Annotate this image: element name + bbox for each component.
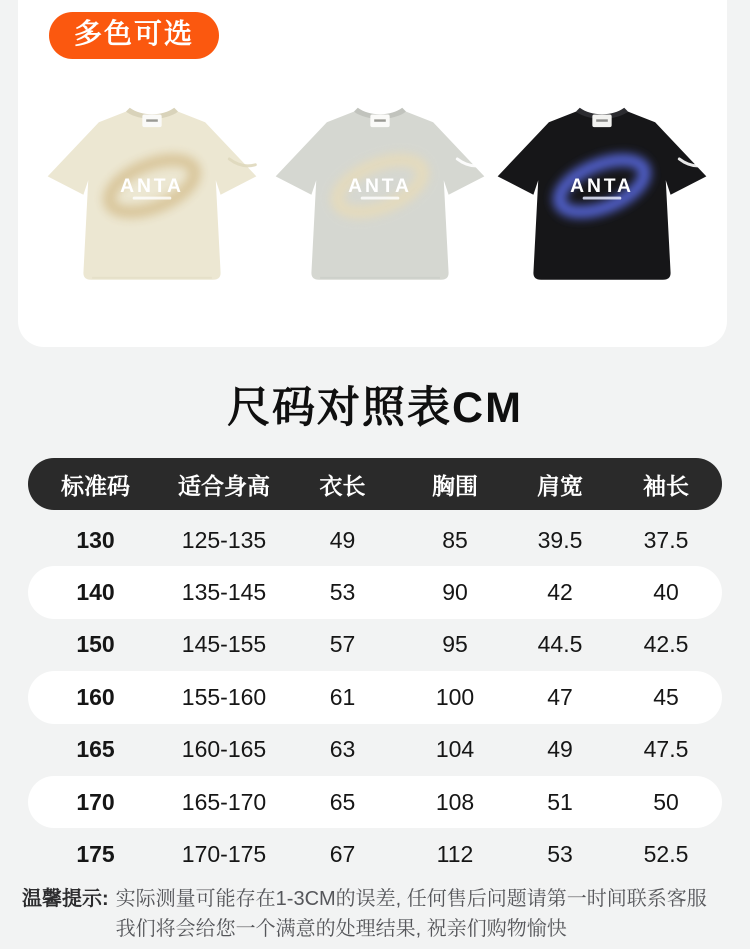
- cell-size: 160: [76, 683, 115, 710]
- product-image-card: [18, 0, 727, 347]
- cell-height: 165-170: [181, 788, 267, 815]
- cell-size: 150: [76, 631, 115, 658]
- warm-tip-line1: 实际测量可能存在1-3CM的误差, 任何售后问题请第一时间联系客服: [115, 888, 707, 910]
- cell-length: 65: [329, 788, 356, 815]
- cell-height: 155-160: [181, 683, 267, 710]
- anta-print-subtext: [583, 197, 622, 200]
- cell-size: 140: [76, 579, 115, 606]
- table-row: [28, 619, 722, 671]
- header-cell-height: 适合身高: [178, 472, 270, 499]
- header-cell-sleeve: 袖长: [643, 472, 689, 499]
- cell-sleeve: 52.5: [643, 841, 689, 868]
- cell-length: 53: [329, 579, 356, 606]
- size-table-body: [28, 514, 722, 881]
- cell-height: 135-145: [181, 579, 267, 606]
- cell-length: 67: [329, 841, 356, 868]
- cell-chest: 90: [442, 579, 468, 606]
- size-chart-title: 尺码对照表CM: [227, 384, 523, 432]
- warm-tip-note: [22, 884, 732, 944]
- cell-sleeve: 42.5: [643, 631, 689, 658]
- cell-shoulder: 42: [547, 579, 573, 606]
- neck-tag-print: [146, 119, 158, 121]
- warm-tip-line2: 我们将会给您一个满意的处理结果, 祝亲们购物愉快: [115, 918, 567, 940]
- cell-shoulder: 39.5: [537, 526, 583, 553]
- cell-shoulder: 47: [547, 683, 573, 710]
- cell-shoulder: 44.5: [537, 631, 583, 658]
- cell-size: 170: [76, 788, 115, 815]
- gray-tshirt-image: [266, 99, 494, 302]
- cell-chest: 100: [435, 683, 475, 710]
- header-cell-chest: 胸围: [432, 472, 478, 499]
- cell-sleeve: 50: [653, 788, 679, 815]
- cell-height: 170-175: [181, 841, 267, 868]
- table-row: [28, 566, 722, 618]
- header-cell-length: 衣长: [319, 472, 366, 499]
- anta-print-text: ANTA: [348, 175, 412, 197]
- warm-tip-label: 温馨提示:: [22, 888, 109, 910]
- black-tshirt-image: [488, 99, 716, 302]
- size-table-header: [28, 458, 722, 510]
- cell-chest: 108: [435, 788, 475, 815]
- cell-sleeve: 45: [653, 683, 679, 710]
- warm-tip-text: [116, 884, 707, 944]
- cell-chest: 112: [436, 841, 474, 868]
- neck-tag-print: [374, 119, 386, 121]
- table-row: [28, 828, 722, 880]
- cell-height: 125-135: [181, 526, 267, 553]
- anta-print-text: ANTA: [120, 175, 184, 197]
- cell-shoulder: 49: [547, 736, 573, 763]
- cell-length: 63: [329, 736, 356, 763]
- cell-shoulder: 53: [547, 841, 573, 868]
- anta-print-subtext: [133, 197, 172, 200]
- anta-print-subtext: [361, 197, 400, 200]
- header-cell-size: 标准码: [61, 472, 130, 499]
- cream-tshirt-image: [38, 99, 266, 302]
- cell-sleeve: 37.5: [643, 526, 689, 553]
- table-row: [28, 514, 722, 566]
- anta-print-text: ANTA: [570, 175, 634, 197]
- cell-size: 165: [76, 736, 115, 763]
- cell-length: 49: [329, 526, 356, 553]
- cell-length: 57: [329, 631, 356, 658]
- cell-chest: 104: [435, 736, 475, 763]
- cell-sleeve: 40: [653, 579, 679, 606]
- cell-chest: 95: [442, 631, 468, 658]
- cell-shoulder: 51: [547, 788, 573, 815]
- table-row: [28, 724, 722, 776]
- neck-tag-print: [596, 119, 608, 121]
- cell-size: 130: [76, 526, 115, 553]
- header-cell-shoulder: 肩宽: [537, 472, 583, 499]
- cell-chest: 85: [442, 526, 468, 553]
- cell-height: 145-155: [181, 631, 267, 658]
- cell-size: 175: [76, 841, 115, 868]
- table-row: [28, 671, 722, 723]
- table-row: [28, 776, 722, 828]
- multi-color-badge: 多色可选: [49, 12, 219, 59]
- cell-sleeve: 47.5: [643, 736, 689, 763]
- cell-height: 160-165: [181, 736, 267, 763]
- cell-length: 61: [329, 683, 356, 710]
